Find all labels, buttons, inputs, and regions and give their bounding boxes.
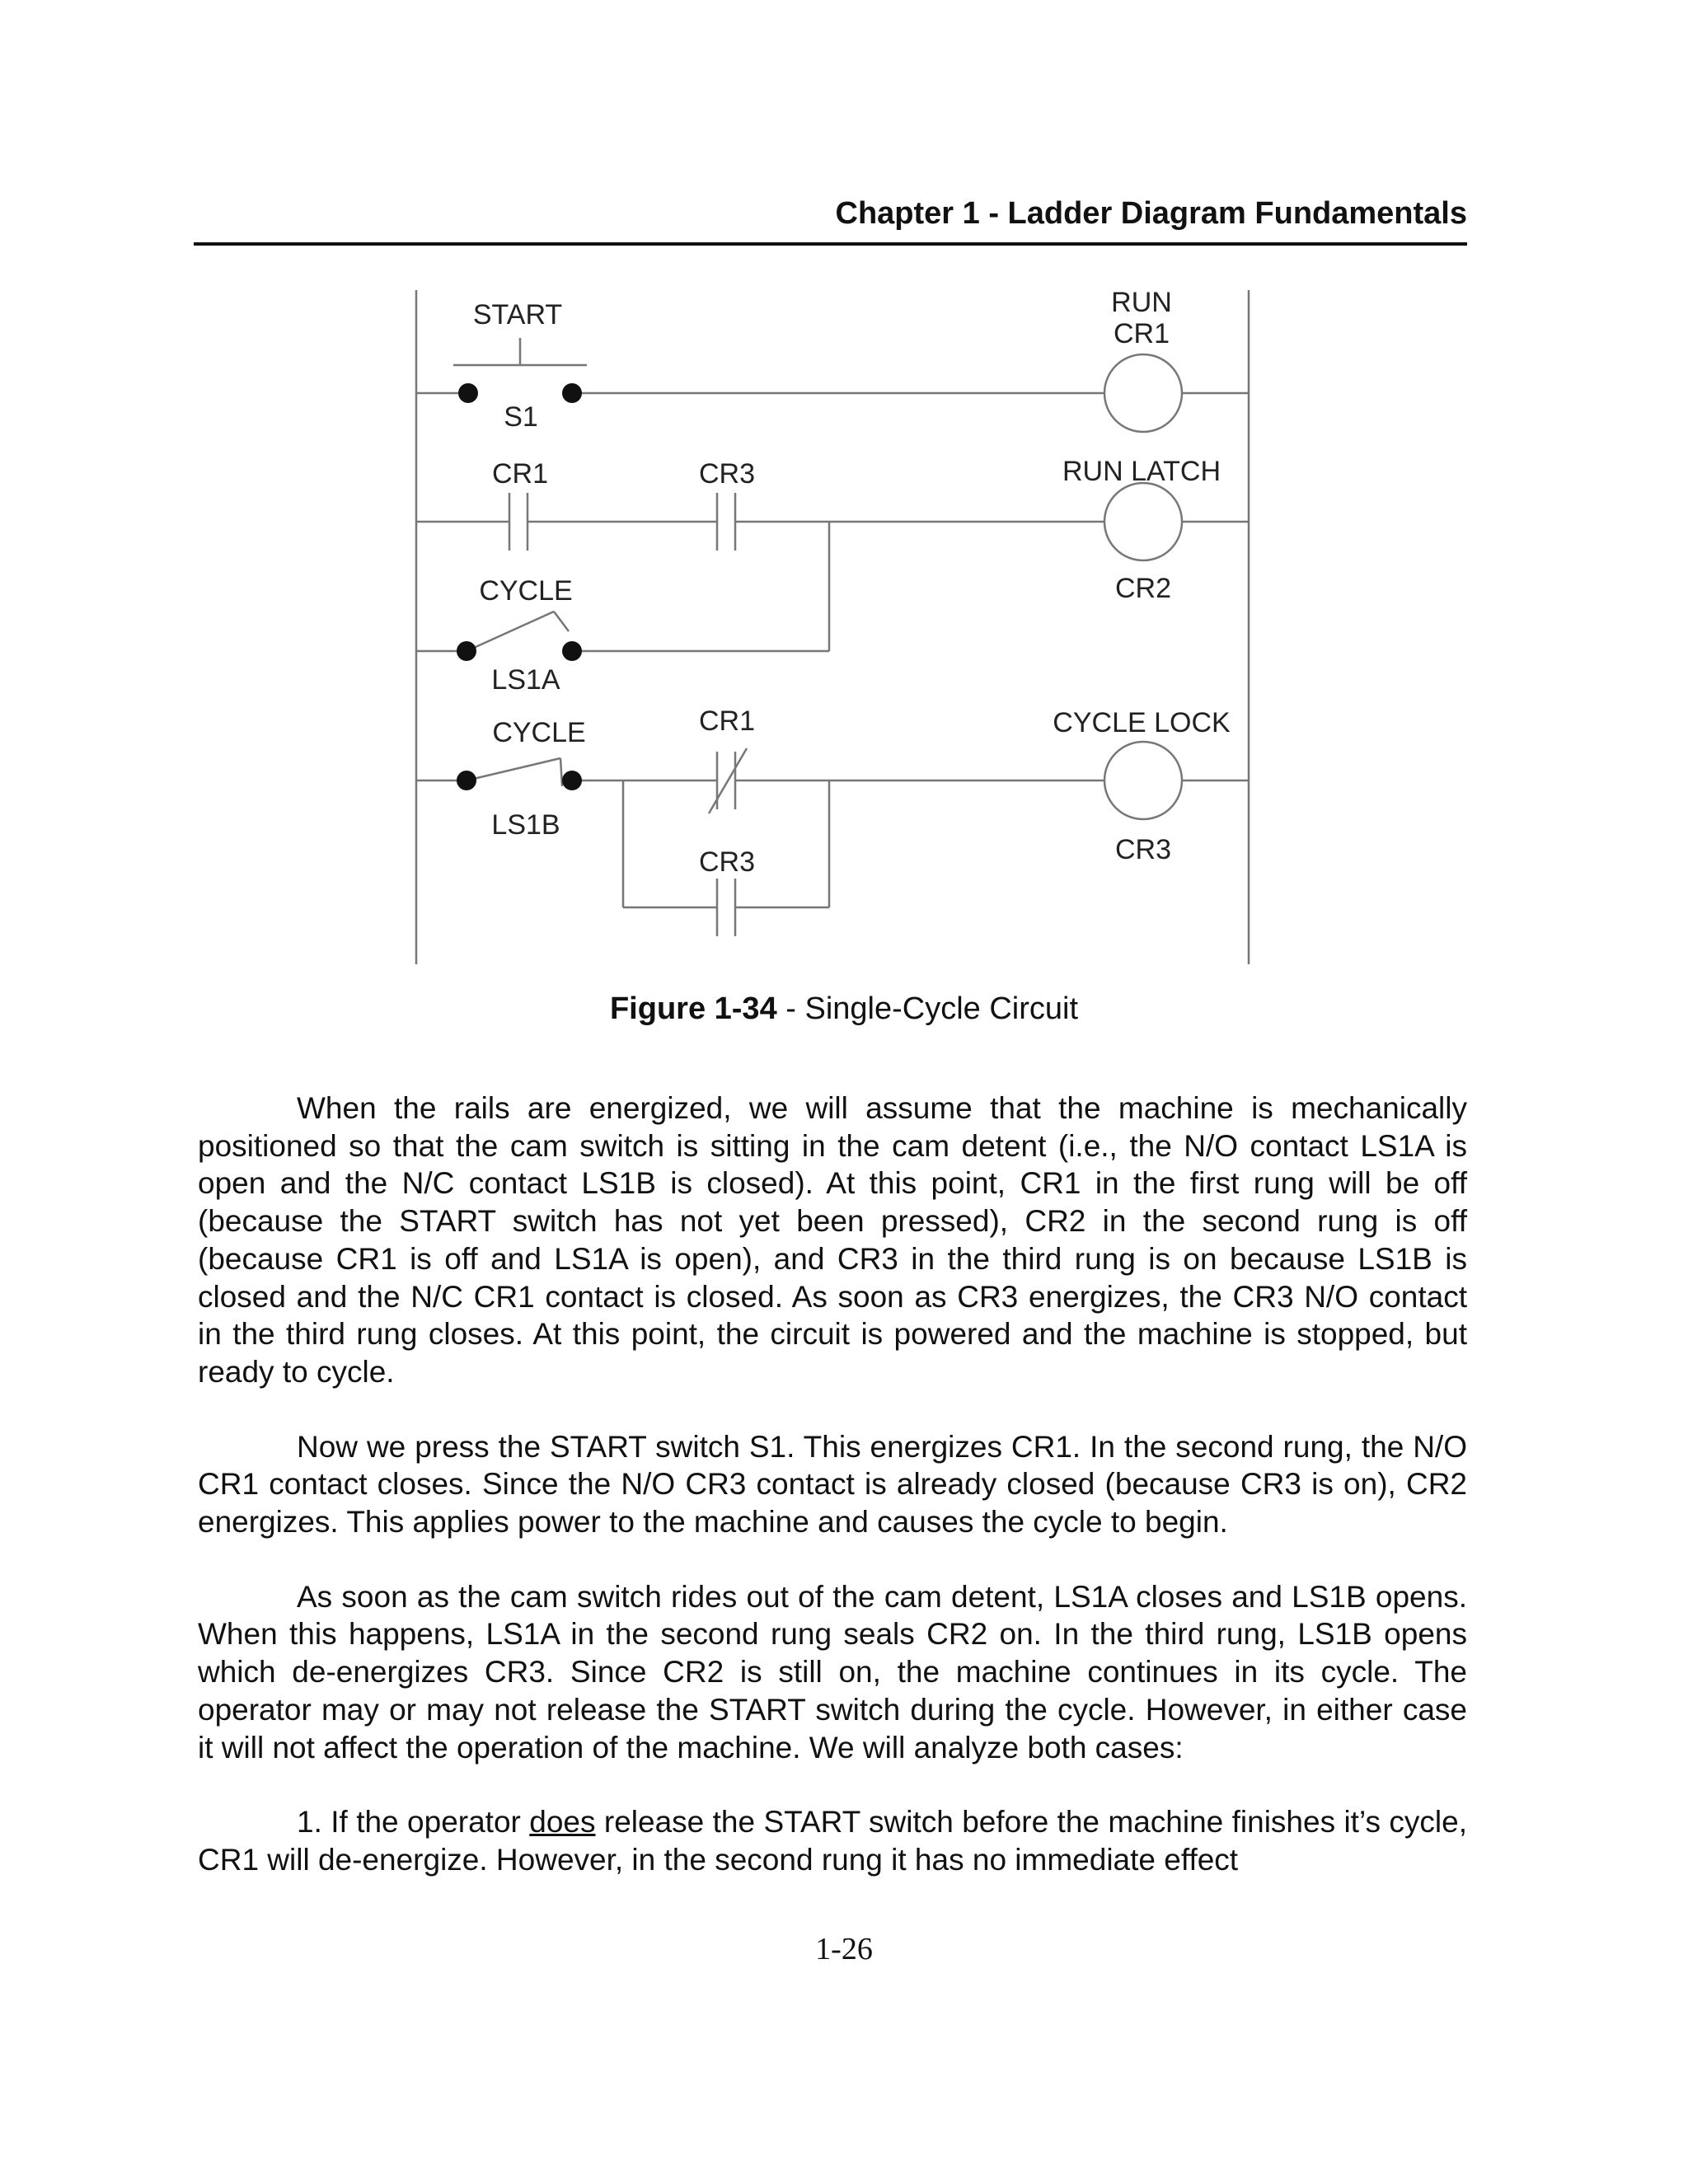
paragraph-text: release the START switch before the machine finishes it’s cycle, CR1 will de-energize. However, in the second rung it has no immediate effect <box>198 1805 1467 1877</box>
label-run-latch: RUN LATCH <box>1062 456 1221 487</box>
s1-terminal-left <box>458 383 478 403</box>
label-coil-cr2: CR2 <box>1114 573 1172 604</box>
figure-title: Single-Cycle Circuit <box>804 991 1079 1026</box>
coil-cr2 <box>1104 483 1182 560</box>
coil-cr3 <box>1104 742 1182 819</box>
ls1a-terminal-left <box>457 641 476 661</box>
page-number: 1-26 <box>815 1932 873 1966</box>
ladder-diagram <box>0 0 1688 989</box>
paragraph: When the rails are energized, we will assume that the machine is mechanically positioned so that the cam switch is sitting in the cam detent (i.e., the N/O contact LS1A is open and the N/C contact LS1B is closed). At this point, CR1 in the first rung will be off (because the START switch has not yet been pressed), CR2 in the second rung is off (because CR1 is off and LS1A is open), and CR3 in the third rung is on because LS1B is closed and the N/C CR1 contact is closed. As soon as CR3 energizes, the CR3 N/O contact in the third rung closes. At this point, the circuit is powered and the machine is stopped, but ready to cycle. <box>198 1091 1467 1389</box>
label-contact-seal-cr3: CR3 <box>698 846 756 878</box>
chapter-title: Chapter 1 - Ladder Diagram Fundamentals <box>835 196 1467 231</box>
label-cycle-ls1b: CYCLE <box>492 717 586 748</box>
figure-number: Figure 1-34 <box>609 991 777 1026</box>
label-contact-cr3: CR3 <box>698 458 756 490</box>
paragraph <box>198 1803 1467 1878</box>
paragraph: As soon as the cam switch rides out of the cam detent, LS1A closes and LS1B opens. When this happens, LS1A in the second rung seals CR2 on. In the third rung, LS1B opens which de-energizes CR3. Since CR2 is still on, the machine continues in its cycle. The operator may or may not release the START switch during the cycle. However, in either case it will not affect the operation of the machine. We will analyze both cases: <box>198 1579 1467 1765</box>
emphasis-underline: does <box>529 1805 596 1840</box>
s1-terminal-right <box>562 383 582 403</box>
label-ls1a: LS1A <box>491 664 560 696</box>
label-ls1b: LS1B <box>491 809 560 841</box>
limit-switch-ls1b-arm <box>467 758 560 780</box>
ls1b-terminal-left <box>457 771 476 790</box>
paragraph-text: 1. If the operator <box>297 1805 530 1840</box>
figure-caption <box>0 991 1688 1027</box>
limit-switch-ls1a-arm <box>467 612 554 651</box>
ls1b-terminal-right <box>562 771 582 790</box>
label-coil-cr1: CR1 <box>1113 318 1170 349</box>
label-run: RUN <box>1111 287 1172 318</box>
label-cycle-ls1a: CYCLE <box>479 575 573 607</box>
coil-cr1 <box>1104 354 1182 432</box>
figure-separator: - <box>776 991 805 1026</box>
label-s1: S1 <box>504 401 538 433</box>
paragraph: Now we press the START switch S1. This energizes CR1. In the second rung, the N/O CR1 contact closes. Since the N/O CR3 contact is already closed (because CR3 is on), CR2 energizes. This applies power to the machine and causes the cycle to begin. <box>198 1429 1467 1540</box>
label-contact-cr1: CR1 <box>491 458 549 490</box>
label-start: START <box>472 299 563 330</box>
label-cycle-lock: CYCLE LOCK <box>1053 707 1231 738</box>
body-text <box>198 1090 1467 1916</box>
label-contact-nc-cr1: CR1 <box>698 705 756 737</box>
ls1a-terminal-right <box>562 641 582 661</box>
label-coil-cr3: CR3 <box>1114 834 1172 865</box>
